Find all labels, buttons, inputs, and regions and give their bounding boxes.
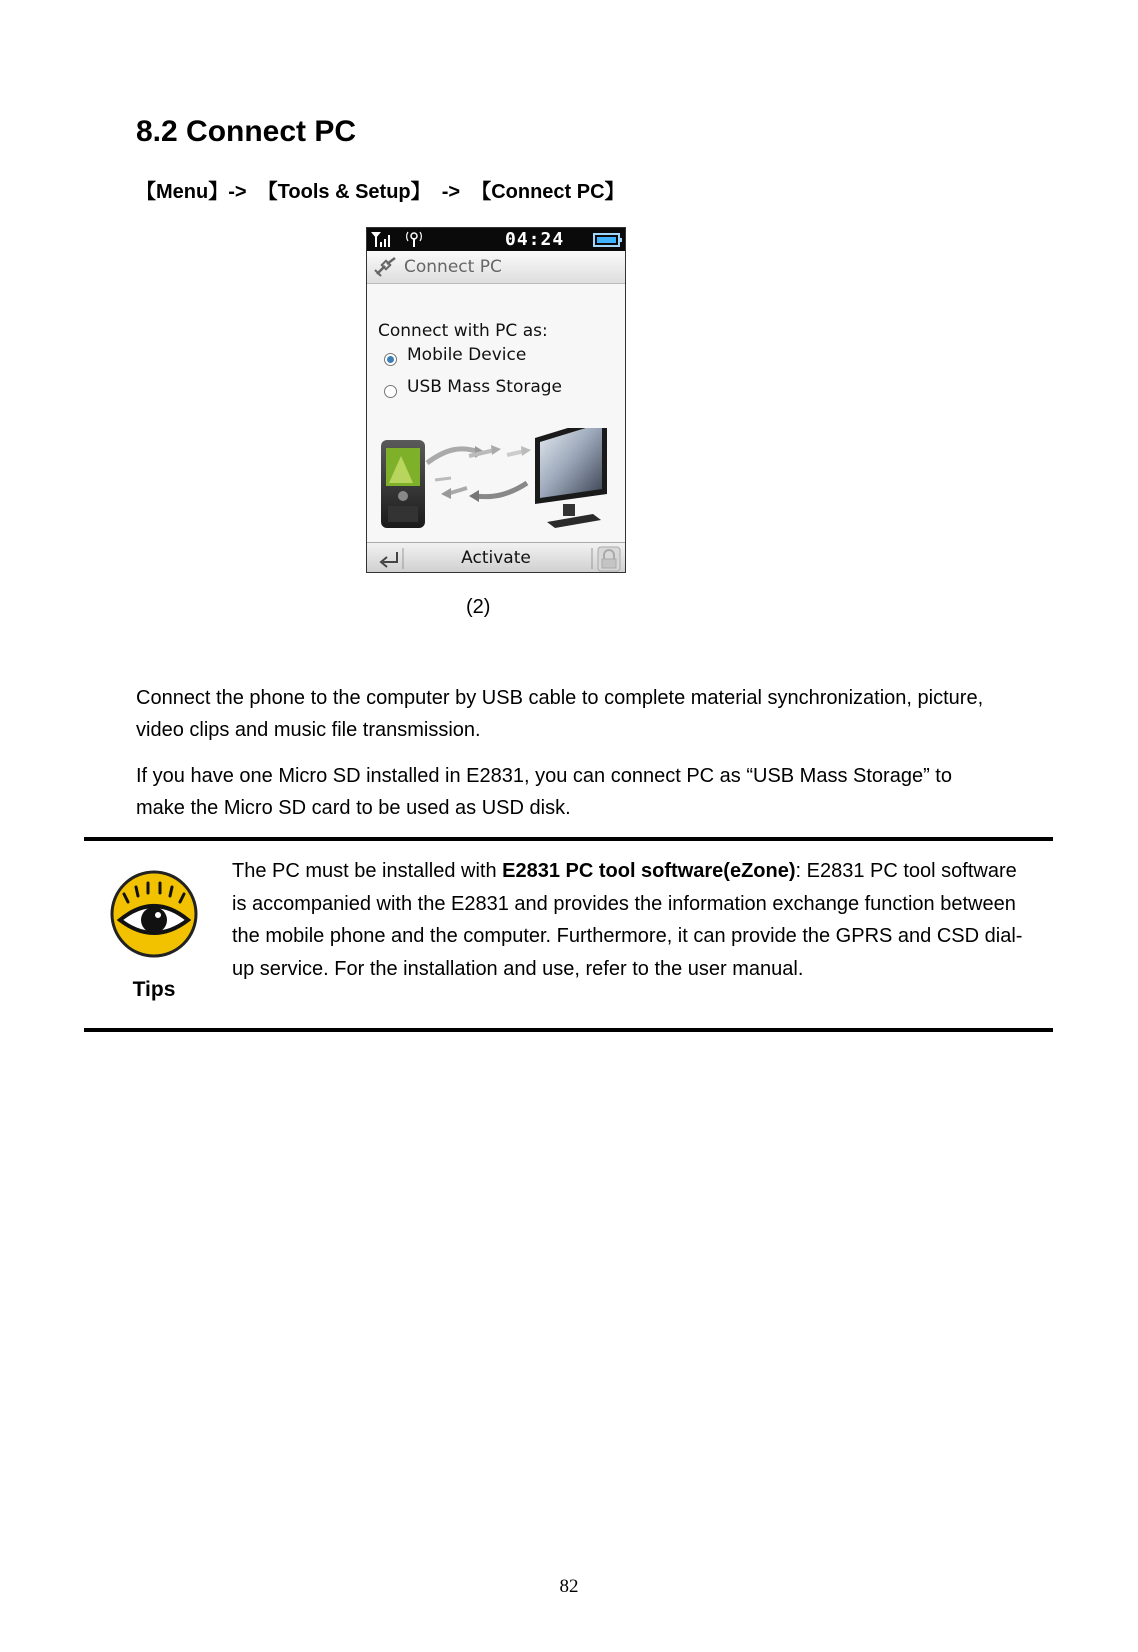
phone-title-bar: [367, 251, 625, 284]
page-number: 82: [559, 1576, 579, 1597]
menu-path: 【Menu】-> 【Tools & Setup】 -> 【Connect PC】: [136, 181, 625, 203]
phone-screenshot: [366, 227, 626, 573]
tips-text-body: : E2831 PC tool software is accompanied with the E2831 and provides the information exchange function between the mobile phone and the computer. Furthermore, it can provide the GPRS and CSD dial-up service. For the installation and use, refer to the user manual.: [232, 860, 1023, 980]
body-paragraph: Connect the phone to the computer by USB cable to complete material synchronization, picture, video clips and music file transmission.: [136, 687, 984, 741]
phone-to-pc-illustration: [367, 428, 625, 538]
signal-icon: [369, 228, 429, 251]
tips-top-rule: [84, 837, 1053, 841]
usb-mass-storage-option[interactable]: USB Mass Storage: [407, 377, 563, 397]
tips-bottom-rule: [84, 1028, 1053, 1032]
tips-text-intro: The PC must be installed with: [232, 860, 503, 882]
body-paragraph: If you have one Micro SD installed in E2831, you can connect PC as “USB Mass Storage” to make the Micro SD card to be used as USD disk.: [136, 765, 952, 819]
lock-icon[interactable]: [589, 544, 623, 572]
activate-softkey[interactable]: Activate: [461, 548, 531, 568]
figure-caption: (2): [466, 596, 491, 618]
phone-clock: 04:24: [505, 229, 565, 250]
phone-status-bar: [367, 228, 625, 251]
tips-text: [232, 855, 1032, 985]
tips-label: Tips: [132, 978, 176, 1001]
phone-screen-title: Connect PC: [404, 257, 502, 277]
connect-pc-icon: [373, 254, 399, 280]
section-title: 8.2 Connect PC: [136, 115, 357, 148]
usb-mass-storage-radio[interactable]: [384, 385, 397, 398]
phone-softkey-bar: [367, 542, 625, 573]
connect-as-heading: Connect with PC as:: [378, 321, 548, 341]
mobile-device-radio[interactable]: [384, 353, 397, 366]
mobile-device-option[interactable]: Mobile Device: [407, 345, 527, 365]
battery-icon: [593, 228, 623, 251]
eye-icon: [108, 868, 200, 960]
tips-software-name: E2831 PC tool software(eZone): [502, 860, 796, 882]
